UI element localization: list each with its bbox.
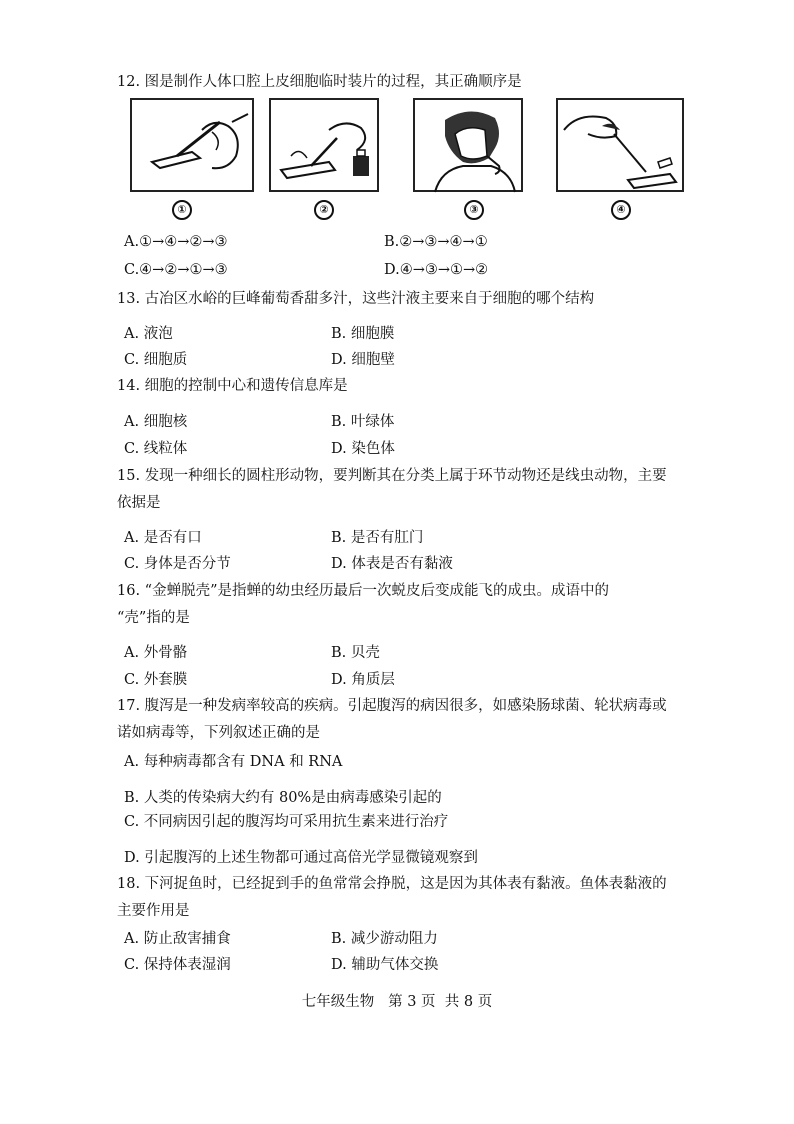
q12-stem: 12. 图是制作人体口腔上皮细胞临时装片的过程，其正确顺序是 xyxy=(117,74,522,90)
q16-stem-line2: “壳”指的是 xyxy=(117,610,190,626)
q12-option-b: B.②→③→④→① xyxy=(384,234,488,250)
q17-option-c: C. 不同病因引起的腹泻均可采用抗生素来进行治疗 xyxy=(124,814,449,830)
figure-panel-3 xyxy=(413,98,523,192)
q13-option-b: B. 细胞膜 xyxy=(331,326,395,342)
q15-stem-line1: 15. 发现一种细长的圆柱形动物，要判断其在分类上属于环节动物还是线虫动物，主要 xyxy=(117,468,667,484)
q17-option-a: A. 每种病毒都含有 DNA 和 RNA xyxy=(124,754,343,770)
q16-option-c: C. 外套膜 xyxy=(124,672,188,688)
q18-stem-line2: 主要作用是 xyxy=(117,903,190,919)
q17-option-d: D. 引起腹泻的上述生物都可通过高倍光学显微镜观察到 xyxy=(124,850,478,866)
staining-figure xyxy=(271,100,381,194)
dripping-water-figure xyxy=(132,100,256,194)
q14-option-d: D. 染色体 xyxy=(331,441,395,457)
q18-option-d: D. 辅助气体交换 xyxy=(331,957,439,973)
figure-panel-2 xyxy=(269,98,379,192)
q13-stem: 13. 古冶区水峪的巨峰葡萄香甜多汁，这些汁液主要来自于细胞的哪个结构 xyxy=(117,291,595,307)
q17-stem-line2: 诺如病毒等，下列叙述正确的是 xyxy=(117,725,320,741)
page-footer: 七年级生物 第 3 页 共 8 页 xyxy=(301,994,493,1010)
mouth-rinse-figure xyxy=(415,100,525,194)
q12-option-a: A.①→④→②→③ xyxy=(124,234,228,250)
q13-option-c: C. 细胞质 xyxy=(124,352,188,368)
q15-stem-line2: 依据是 xyxy=(117,495,161,511)
q18-option-c: C. 保持体表湿润 xyxy=(124,957,231,973)
q15-option-d: D. 体表是否有黏液 xyxy=(331,556,453,572)
q12-option-c: C.④→②→①→③ xyxy=(124,262,228,278)
q14-option-b: B. 叶绿体 xyxy=(331,414,395,430)
figure-panel-1 xyxy=(130,98,254,192)
q18-option-b: B. 减少游动阻力 xyxy=(331,931,438,947)
figure-panel-4 xyxy=(556,98,684,192)
q15-option-a: A. 是否有口 xyxy=(124,530,202,546)
q16-option-b: B. 贝壳 xyxy=(331,645,380,661)
q16-option-a: A. 外骨骼 xyxy=(124,645,188,661)
figure-label-1: ① xyxy=(167,198,197,220)
q14-option-a: A. 细胞核 xyxy=(124,414,188,430)
q17-stem-line1: 17. 腹泻是一种发病率较高的疾病。引起腹泻的病因很多，如感染肠球菌、轮状病毒或 xyxy=(117,698,667,714)
figure-label-4: ④ xyxy=(606,198,636,220)
q15-option-c: C. 身体是否分节 xyxy=(124,556,231,572)
figure-label-3: ③ xyxy=(459,198,489,220)
q16-option-d: D. 角质层 xyxy=(331,672,395,688)
q14-stem: 14. 细胞的控制中心和遗传信息库是 xyxy=(117,378,348,394)
scraping-cells-figure xyxy=(558,100,686,194)
q18-option-a: A. 防止敌害捕食 xyxy=(124,931,231,947)
q13-option-a: A. 液泡 xyxy=(124,326,173,342)
q13-option-d: D. 细胞壁 xyxy=(331,352,395,368)
q17-option-b: B. 人类的传染病大约有 80%是由病毒感染引起的 xyxy=(124,790,442,806)
q14-option-c: C. 线粒体 xyxy=(124,441,188,457)
figure-label-2: ② xyxy=(309,198,339,220)
q15-option-b: B. 是否有肛门 xyxy=(331,530,424,546)
q16-stem-line1: 16. “金蝉脱壳”是指蝉的幼虫经历最后一次蜕皮后变成能飞的成虫。成语中的 xyxy=(117,583,609,599)
q18-stem-line1: 18. 下河捉鱼时，已经捉到手的鱼常常会挣脱，这是因为其体表有黏液。鱼体表黏液的 xyxy=(117,876,667,892)
q12-option-d: D.④→③→①→② xyxy=(384,262,489,278)
